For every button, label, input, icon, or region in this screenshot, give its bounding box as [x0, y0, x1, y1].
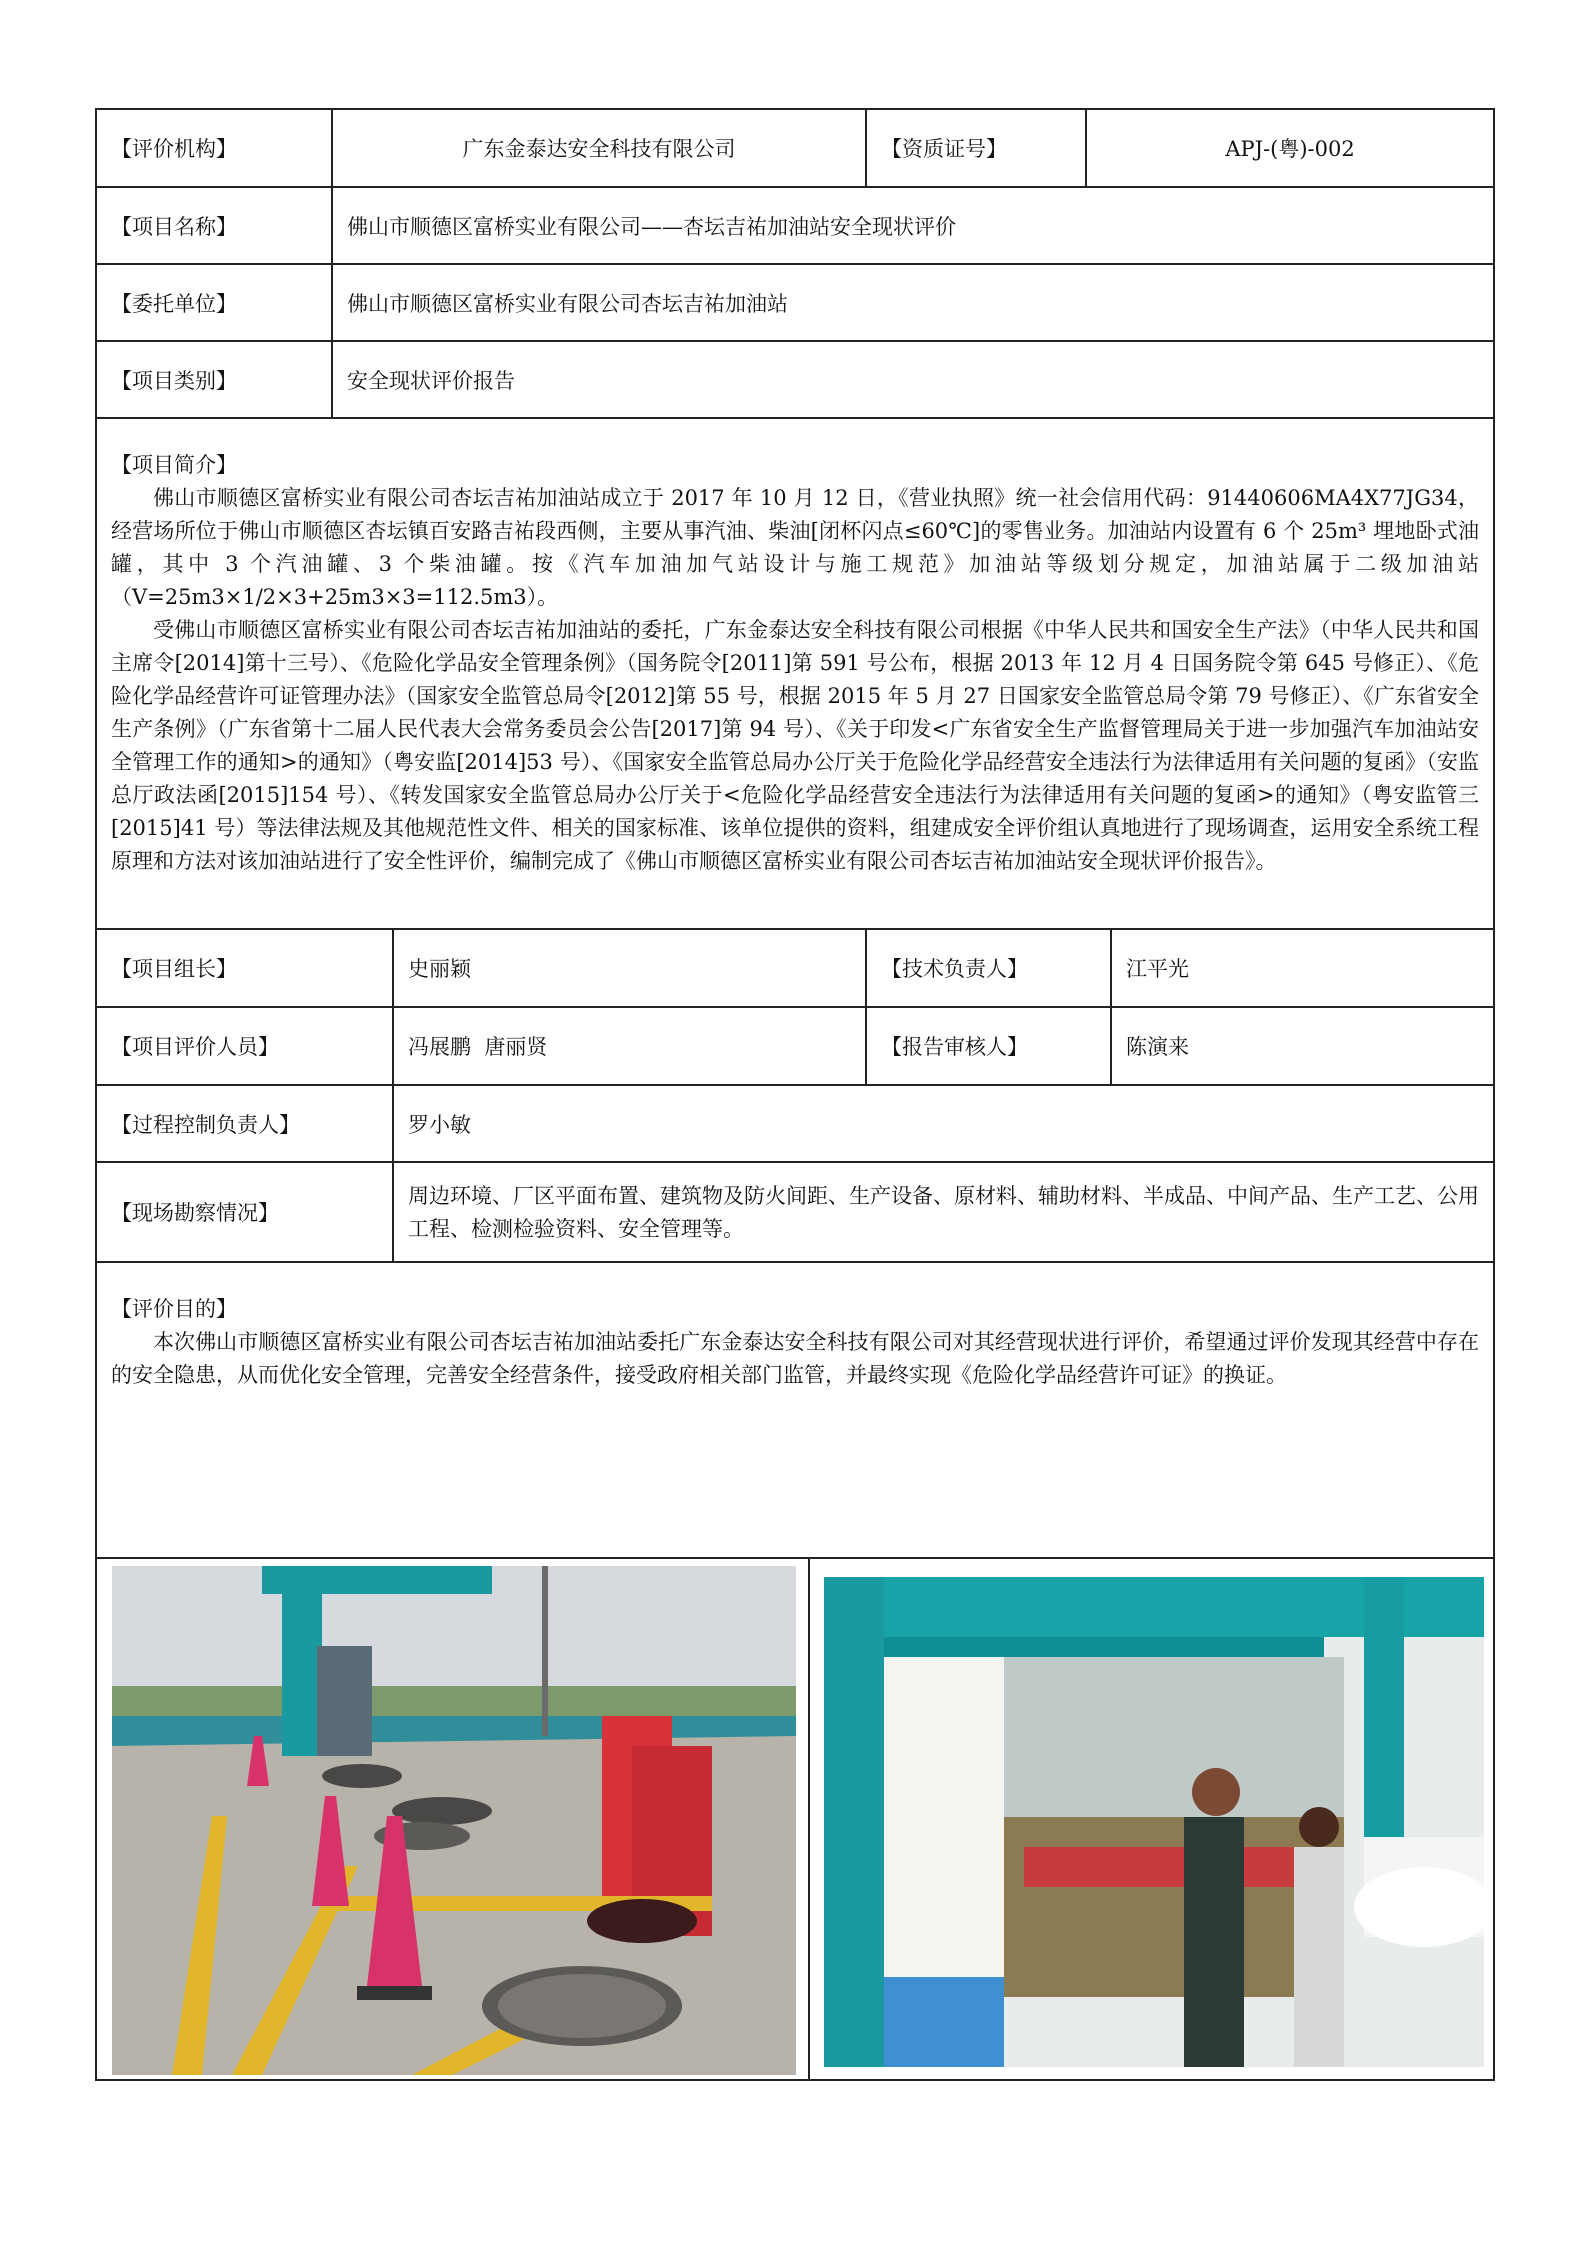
row-organization — [97, 110, 1493, 188]
category-label: 【项目类别】 — [97, 342, 333, 417]
station-building-photo — [824, 1577, 1484, 2067]
row-evaluators — [97, 1008, 1493, 1086]
forecourt-photo — [112, 1566, 796, 2075]
intro-paragraph-2: 受佛山市顺德区富桥实业有限公司杏坛吉祐加油站的委托，广东金泰达安全科技有限公司根据《中华人民共和国安全生产法》（中华人民共和国主席令[2014]第十三号）、《危险化学品安全管理条例》（国务院令[2011]第 591 号公布，根据 2013 年 12 月 4 日国务院令第 645 号修正）、《危险化学品经营许可证管理办法》（国家安全监管总局令[2012]第 55 号，根据 2015 年 5 月 27 日国家安全监管总局令第 79 号修正）、《广东省安全生产条例》（广东省第十二届人民代表大会常务委员会公告[2017]第 94 号）、《关于印发<广东省安全生产监督管理局关于进一步加强汽车加油站安全管理工作的通知>的通知》（粤安监[2014]53 号）、《国家安全监管总局办公厅关于危险化学品经营安全违法行为法律适用有关问题的复函》（安监总厅政法函[2015]154 号）、《转发国家安全监管总局办公厅关于<危险化学品经营安全违法行为法律适用有关问题的复函>的通知》（粤安监管三[2015]41 号）等法律法规及其他规范性文件、相关的国家标准、该单位提供的资料，组建成安全评价组认真地进行了现场调查，运用安全系统工程原理和方法对该加油站进行了安全性评价，编制完成了《佛山市顺德区富桥实业有限公司杏坛吉祐加油站安全现状评价报告》。 — [111, 618, 1479, 873]
row-project-name — [97, 188, 1493, 265]
process-value: 罗小敏 — [408, 1112, 471, 1137]
report-form — [95, 108, 1495, 2081]
intro-paragraph-1: 佛山市顺德区富桥实业有限公司杏坛吉祐加油站成立于 2017 年 10 月 12 日，《营业执照》统一社会信用代码：91440606MA4X77JG34，经营场所位于佛山市顺德区杏坛镇百安路吉祐段西侧，主要从事汽油、柴油[闭杯闪点≤60℃]的零售业务。加油站内设置有 6 个 25m³ 埋地卧式油罐，其中 3 个汽油罐、3 个柴油罐。按《汽车加油加气站设计与施工规范》加油站等级划分规定，加油站属于二级加油站（V=25m3×1/2×3+25m3×3=112.5m3）。 — [111, 486, 1479, 609]
reviewer-value: 陈演来 — [1126, 1035, 1189, 1059]
forecourt-illustration — [112, 1566, 796, 2075]
project-name-value: 佛山市顺德区富桥实业有限公司——杏坛吉祐加油站安全现状评价 — [347, 214, 956, 239]
project-intro — [97, 419, 1493, 930]
category-value: 安全现状评价报告 — [347, 368, 515, 393]
cert-value: APJ-(粤)-002 — [1225, 137, 1355, 161]
cert-label: 【资质证号】 — [867, 110, 1087, 186]
org-value: 广东金泰达安全科技有限公司 — [333, 110, 867, 186]
leader-label: 【项目组长】 — [97, 930, 394, 1006]
leader-value: 史丽颖 — [394, 930, 867, 1006]
tech-label: 【技术负责人】 — [867, 930, 1112, 1006]
evaluation-purpose — [97, 1263, 1493, 1559]
station-building-illustration — [824, 1577, 1484, 2067]
row-client — [97, 265, 1493, 342]
project-name-label: 【项目名称】 — [97, 188, 333, 263]
survey-value: 周边环境、厂区平面布置、建筑物及防火间距、生产设备、原材料、辅助材料、半成品、中间产品、生产工艺、公用工程、检测检验资料、安全管理等。 — [408, 1184, 1479, 1241]
photo-divider — [808, 1559, 810, 2079]
intro-label: 【项目简介】 — [111, 453, 237, 477]
client-label: 【委托单位】 — [97, 265, 333, 340]
site-photos — [97, 1559, 1493, 2079]
row-leader — [97, 930, 1493, 1008]
evaluators-label: 【项目评价人员】 — [97, 1008, 394, 1084]
evaluators-value: 冯展鹏 唐丽贤 — [394, 1008, 867, 1084]
org-label: 【评价机构】 — [97, 110, 333, 186]
survey-label: 【现场勘察情况】 — [97, 1163, 394, 1261]
row-category — [97, 342, 1493, 419]
row-process-control — [97, 1086, 1493, 1163]
purpose-label: 【评价目的】 — [111, 1297, 237, 1321]
reviewer-label: 【报告审核人】 — [867, 1008, 1112, 1084]
process-label: 【过程控制负责人】 — [97, 1086, 394, 1161]
row-site-survey — [97, 1163, 1493, 1263]
purpose-text: 本次佛山市顺德区富桥实业有限公司杏坛吉祐加油站委托广东金泰达安全科技有限公司对其经营现状进行评价，希望通过评价发现其经营中存在的安全隐患，从而优化安全管理，完善安全经营条件，接受政府相关部门监管，并最终实现《危险化学品经营许可证》的换证。 — [111, 1330, 1479, 1387]
tech-value: 江平光 — [1126, 957, 1189, 981]
client-value: 佛山市顺德区富桥实业有限公司杏坛吉祐加油站 — [347, 291, 788, 316]
